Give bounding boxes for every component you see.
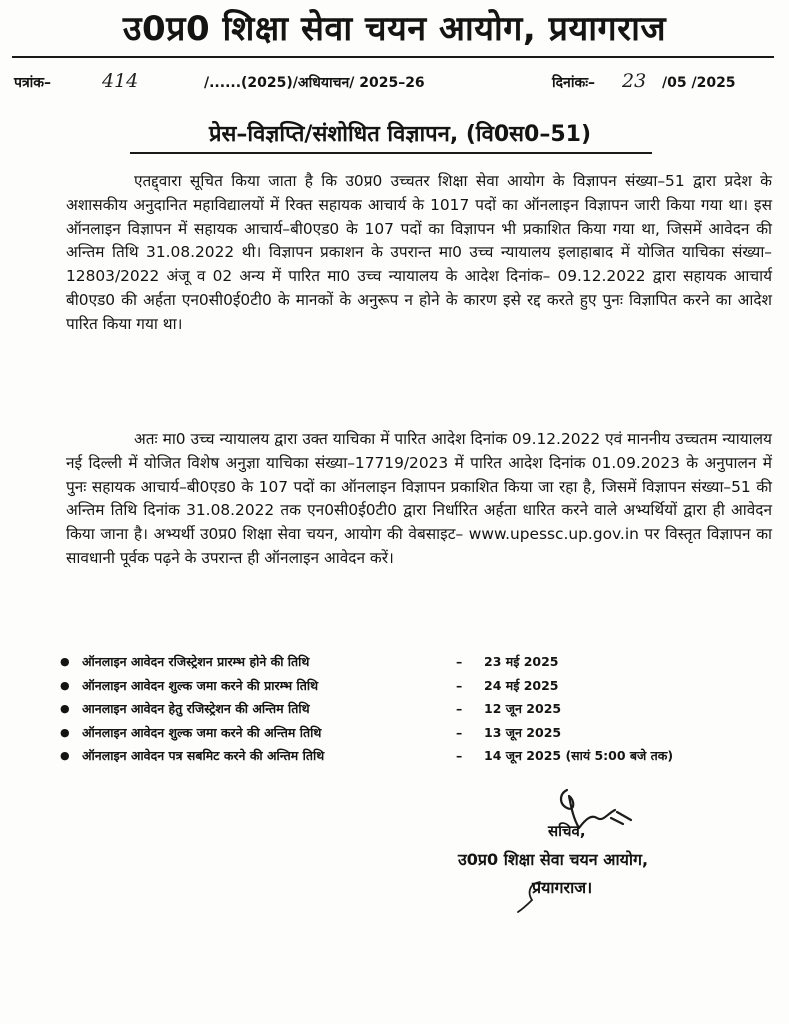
reference-line xyxy=(14,70,779,96)
bullet-dot-icon: ● xyxy=(60,655,70,668)
schedule-date: 13 जून 2025 xyxy=(484,724,562,740)
schedule-row xyxy=(60,674,780,698)
schedule-dash: – xyxy=(456,677,463,693)
schedule-date: 23 मई 2025 xyxy=(484,654,559,669)
notice-paragraph-1: एतद्द्वारा सूचित किया जाता है कि उ0प्र0 उच्चतर शिक्षा सेवा आयोग के विज्ञापन संख्या–51 द्वारा प्रदेश के अशासकीय अनुदानित महाविद्यालयों में रिक्त सहायक आचार्य के 1017 पदों का ऑनलाइन विज्ञापन जारी किया गया था। इस ऑनलाइन विज्ञापन में सहायक आचार्य–बी0एड0 के 107 पदों का विज्ञापन भी प्रकाशित किया गया था, जिसमें आवेदन की अन्तिम तिथि 31.08.2022 थी। विज्ञापन प्रकाशन के उपरान्त मा0 उच्च न्यायालय इलाहाबाद में योजित याचिका संख्या–12803/2022 अंजू व 02 अन्य में पारित मा0 उच्च न्यायालय के आदेश दिनांक– 09.12.2022 द्वारा सहायक आचार्य बी0एड0 की अर्हता एन0सी0ई0टी0 के मानकों के अनुरूप न होने के कारण इसे रद्द करते हुए पुनः विज्ञापित करने का आदेश पारित किया गया था। xyxy=(66,172,772,333)
schedule-label: ऑनलाइन आवेदन शुल्क जमा करने की अन्तिम तिथि xyxy=(82,724,322,740)
schedule-dash: – xyxy=(456,654,463,669)
schedule-label: ऑनलाइन आवेदन शुल्क जमा करने की प्रारम्भ तिथि xyxy=(82,677,319,693)
schedule-dash: – xyxy=(456,748,463,763)
patrank-number: 414 xyxy=(102,70,139,92)
schedule-date: 24 मई 2025 xyxy=(484,677,559,693)
schedule-date: 12 जून 2025 xyxy=(484,701,562,716)
date-day: 23 xyxy=(622,70,647,92)
bullet-dot-icon: ● xyxy=(60,678,70,692)
organization-title: उ0प्र0 शिक्षा सेवा चयन आयोग, प्रयागराज xyxy=(122,9,667,49)
notice-paragraph-2: अतः मा0 उच्च न्यायालय द्वारा उक्त याचिका में पारित आदेश दिनांक 09.12.2022 एवं माननीय उच्चतम न्यायालय नई दिल्ली में योजित विशेष अनुज्ञा याचिका संख्या–17719/2023 में पारित आदेश दिनांक 01.09.2023 के अनुपालन में पुनः सहायक आचार्य–बी0एड0 के 107 पदों का ऑनलाइन विज्ञापन प्रकाशित किया जा रहा है, जिसमें विज्ञापन संख्या–51 की अन्तिम तिथि दिनांक 31.08.2022 तक एन0सी0ई0टी0 द्वारा निर्धारित अर्हता धारित करने वाले अभ्यर्थियों द्वारा ही आवेदन किया जाना है। अभ्यर्थी उ0प्र0 शिक्षा सेवा चयन, आयोग की वेबसाइट– www.upessc.up.gov.in पर विस्तृत विज्ञापन का सावधानी पूर्वक पढ़ने के उपरान्त ही ऑनलाइन आवेदन करें। xyxy=(66,430,772,567)
bullet-dot-icon: ● xyxy=(60,702,70,715)
signatory-organization: उ0प्र0 शिक्षा सेवा चयन आयोग, xyxy=(458,850,649,869)
date-label: दिनांकः– xyxy=(552,75,596,91)
schedule-label: ऑनलाइन आवेदन पत्र सबमिट करने की अन्तिम तिथि xyxy=(82,748,325,763)
schedule-list xyxy=(60,650,780,768)
date-rest: /05 /2025 xyxy=(662,75,736,91)
signatory-title: सचिव, xyxy=(548,822,586,840)
notice-heading: प्रेस–विज्ञप्ति/संशोधित विज्ञापन, (वि0स0–51) xyxy=(208,122,592,147)
bullet-dot-icon: ● xyxy=(60,725,70,739)
schedule-label: ऑनलाइन आवेदन रजिस्ट्रेशन प्रारम्भ होने की तिथि xyxy=(82,654,310,669)
title-divider xyxy=(12,56,774,58)
reference-text: /......(2025)/अधियाचन/ 2025–26 xyxy=(204,75,425,91)
schedule-row xyxy=(60,721,780,745)
schedule-row xyxy=(60,650,780,674)
schedule-date: 14 जून 2025 (सायं 5:00 बजे तक) xyxy=(484,748,674,763)
schedule-label: आनलाइन आवेदन हेतु रजिस्ट्रेशन की अन्तिम तिथि xyxy=(82,701,310,716)
bullet-dot-icon: ● xyxy=(60,749,70,762)
patrank-label: पत्रांक– xyxy=(14,75,52,91)
schedule-row xyxy=(60,744,780,768)
schedule-dash: – xyxy=(456,724,463,740)
signatory-city: प्रयागराज। xyxy=(532,878,593,897)
heading-underline xyxy=(130,152,652,154)
schedule-dash: – xyxy=(456,701,463,716)
schedule-row xyxy=(60,697,780,721)
